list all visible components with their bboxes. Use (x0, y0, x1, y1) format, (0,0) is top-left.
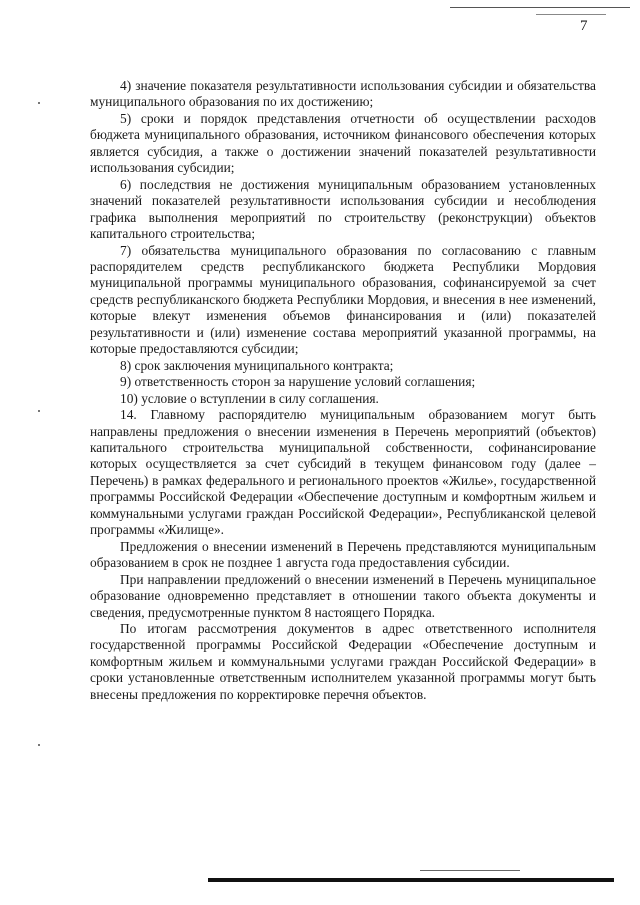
paragraph-item-6: 6) последствия не достижения муниципальным образованием установленных значений показателей результативности использования субсидии и несоблюдения графика выполнения мероприятий по строительству (реконструкции) объектов капитального строительства; (90, 176, 596, 242)
page-number: 7 (580, 18, 588, 34)
document-body (90, 78, 596, 703)
scan-margin-speck (38, 744, 40, 746)
paragraph-item-5: 5) сроки и порядок представления отчетности об осуществлении расходов бюджета муниципального образования, источником финансового обеспечения которых является субсидия, а также о достижении значений показателей результативности использования субсидии; (90, 110, 596, 176)
scan-edge-line-top (450, 7, 630, 8)
paragraph-item-8: 8) срок заключения муниципального контракта; (120, 357, 394, 373)
paragraph-clause-14: 14. Главному распорядителю муниципальным образованием могут быть направлены предложения о внесении изменения в Перечень мероприятий (объектов) капитального строительства муниципальной собственности, софинансирование которых осуществляется за счет субсидий в текущем финансовом году (далее – Перечень) в рамках федерального и регионального проектов «Жилье», государственной программы Российской Федерации «Обеспечение доступным и комфортным жильем и коммунальными услугами граждан Российской Федерации», Республиканской целевой программы «Жилище». (90, 407, 596, 538)
paragraph-documents: При направлении предложений о внесении изменений в Перечень муниципальное образование одновременно представляет в отношении такого объекта документы и сведения, предусмотренные пунктом 8 настоящего Порядка. (90, 571, 596, 620)
paragraph-deadline: Предложения о внесении изменений в Перечень представляются муниципальным образованием в срок не позднее 1 августа года предоставления субсидии. (90, 538, 596, 571)
paragraph-item-9: 9) ответственность сторон за нарушение условий соглашения; (120, 374, 476, 390)
paragraph-item-7: 7) обязательства муниципального образования по согласованию с главным распорядителем средств республиканского бюджета Республики Мордовия муниципальной программы муниципального образования, софинансируемой за счет средств республиканского бюджета Республики Мордовия, и внесения в нее изменений, которые влекут изменения объемов финансирования и (или) показателей результативности и (или) изменение состава мероприятий указанной программы, на которые предоставляются субсидии; (90, 242, 596, 357)
paragraph-review: По итогам рассмотрения документов в адрес ответственного исполнителя государственной программы Российской Федерации «Обеспечение доступным и комфортным жильем и коммунальными услугами граждан Российской Федерации» в сроки установленные ответственным исполнителем указанной программы могут быть внесены предложения по корректировке перечня объектов. (90, 620, 596, 702)
scan-edge-bar-bottom (208, 878, 614, 882)
scan-margin-speck (38, 410, 40, 412)
scan-margin-speck (38, 102, 40, 104)
scan-edge-line-bottom-thin (420, 870, 520, 871)
paragraph-item-10: 10) условие о вступлении в силу соглашения. (120, 390, 379, 406)
paragraph-item-4: 4) значение показателя результативности использования субсидии и обязательства муниципального образования по их достижению; (90, 78, 596, 110)
scan-edge-line-top-short (536, 14, 606, 15)
